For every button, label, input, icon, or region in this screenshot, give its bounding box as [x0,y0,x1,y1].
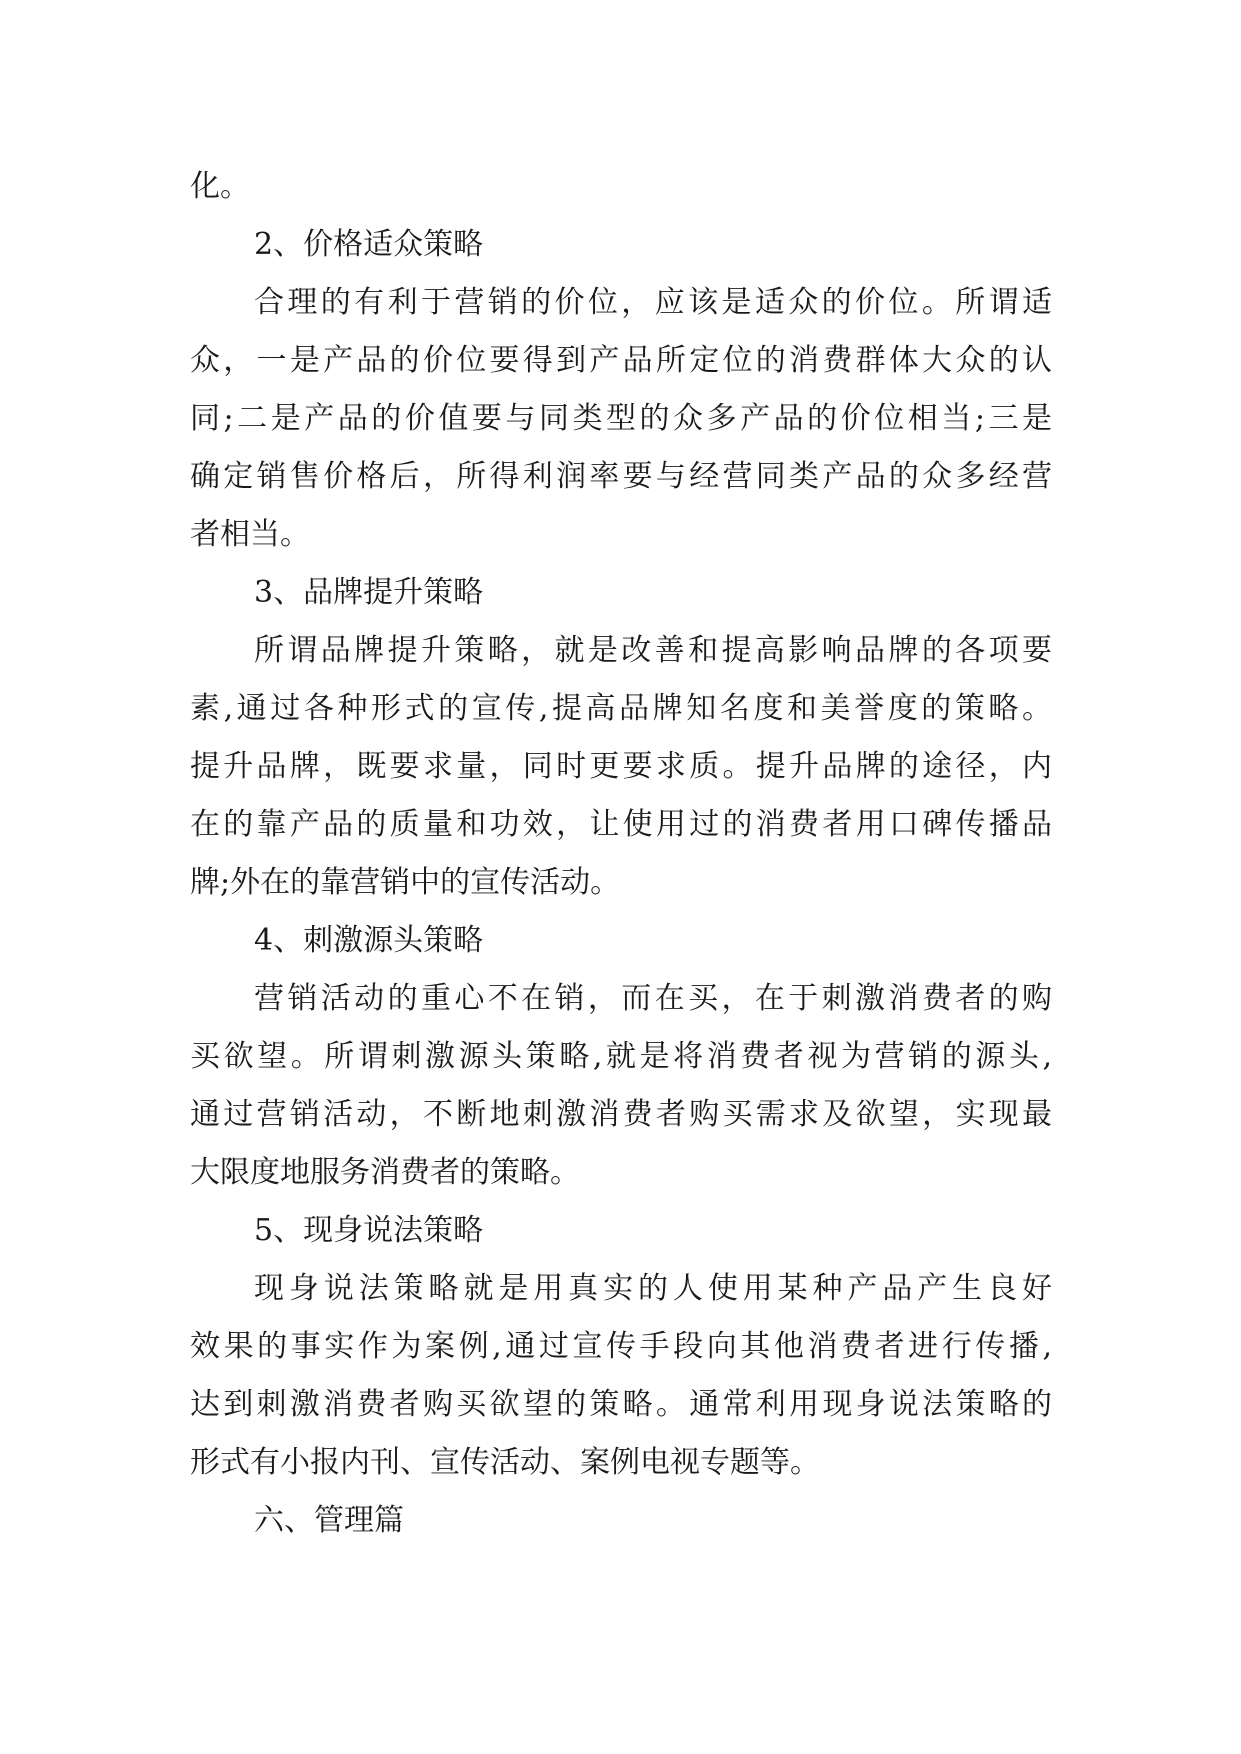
text-line: 者相当。 [190,517,310,552]
text-line: 通过营销活动，不断地刺激消费者购买需求及欲望，实现最 [190,1097,1052,1132]
text-line: 化。 [190,169,250,204]
text-line: 在的靠产品的质量和功效，让使用过的消费者用口碑传播品 [190,807,1052,842]
text-line: 六、管理篇 [254,1503,404,1538]
text-line: 3、品牌提升策略 [254,575,484,610]
text-line: 大限度地服务消费者的策略。 [190,1155,580,1190]
text-line: 合理的有利于营销的价位，应该是适众的价位。所谓适 [254,285,1052,320]
text-line: 所谓品牌提升策略，就是改善和提高影响品牌的各项要 [254,633,1052,668]
text-line: 提升品牌，既要求量，同时更要求质。提升品牌的途径，内 [190,749,1052,784]
text-line: 同;二是产品的价值要与同类型的众多产品的价位相当;三是 [190,401,1052,436]
text-line: 效果的事实作为案例,通过宣传手段向其他消费者进行传播, [190,1329,1052,1364]
text-line: 买欲望。所谓刺激源头策略,就是将消费者视为营销的源头, [190,1039,1052,1074]
text-line: 牌;外在的靠营销中的宣传活动。 [190,865,621,900]
text-line: 形式有小报内刊、宣传活动、案例电视专题等。 [190,1445,820,1480]
text-line: 2、价格适众策略 [254,227,484,262]
text-line: 4、刺激源头策略 [254,923,484,958]
text-line: 营销活动的重心不在销，而在买，在于刺激消费者的购 [254,981,1052,1016]
document-body [190,158,1052,1550]
text-line: 达到刺激消费者购买欲望的策略。通常利用现身说法策略的 [190,1387,1052,1422]
text-line: 现身说法策略就是用真实的人使用某种产品产生良好 [254,1271,1052,1306]
text-line: 确定销售价格后，所得利润率要与经营同类产品的众多经营 [190,459,1052,494]
text-line: 众，一是产品的价位要得到产品所定位的消费群体大众的认 [190,343,1052,378]
text-line: 素,通过各种形式的宣传,提高品牌知名度和美誉度的策略。 [190,691,1052,726]
text-line: 5、现身说法策略 [254,1213,484,1248]
